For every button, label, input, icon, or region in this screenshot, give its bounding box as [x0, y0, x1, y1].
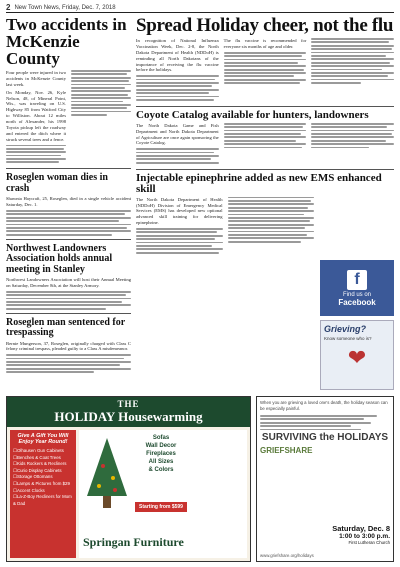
accidents-text-lines-2 [71, 70, 131, 116]
gift-panel [10, 430, 76, 558]
accidents-headline: Two accidents in McKenzie County [6, 15, 127, 68]
gift-list [13, 448, 73, 507]
page-folio [6, 3, 394, 13]
sentenced-text-lines [6, 354, 131, 373]
coyote-paragraph: The North Dakota Game and Fish Department and North Dakota Department of Agriculture are once again sponsoring the Coyote Catalog. [136, 122, 219, 146]
divider [136, 106, 394, 107]
flu-text-lines-1 [136, 75, 219, 101]
page-number: 2 [6, 3, 11, 12]
gift-title: Give A Gift You Will Enjoy Year Round! [17, 433, 69, 445]
divider [6, 168, 131, 169]
promo-list-item: Sofas [152, 435, 170, 441]
gift-item: ☐ Accent Clocks [13, 488, 73, 495]
gift-item: ☐ Lamps & Pictures from $29 [13, 481, 73, 488]
ad-banner-line-1: THE [117, 399, 140, 409]
griefshare-url[interactable]: www.griefshare.org/holidays [260, 553, 314, 558]
coyote-text-lines-3 [311, 123, 394, 149]
accidents-text-lines [6, 145, 66, 164]
roseglen-text-lines [6, 210, 131, 236]
epinephrine-paragraph: The North Dakota Department of Health (NDDoH) Division of Emergency Medical Services (EMS) has developed new optional advanced skill training for delivering epinephrine. [136, 196, 223, 226]
furniture-brand: Springan Furniture [83, 535, 184, 549]
ad-banner [7, 397, 250, 427]
gift-item: ☐ Benches & Coat Trees [13, 455, 73, 462]
roseglen-headline: Roseglen woman dies in crash [6, 172, 108, 194]
flu-headline: Spread Holiday cheer, not the flu [136, 15, 394, 36]
sentenced-headline: Roseglen man sentenced for trespassing [6, 316, 125, 339]
epinephrine-text-lines-2 [228, 197, 315, 243]
promo-list [139, 434, 183, 474]
left-column [6, 16, 131, 375]
newtown-paragraph: Northwest Landowners Association will host their Annual Meeting on Saturday, December 8th, at the Stanley Armory. [6, 277, 131, 288]
facebook-line-2: Facebook [338, 297, 376, 307]
roseglen-paragraph: Shawnta Haycraft, 25, Roseglen, died in a single vehicle accident Saturday, Dec. 1. [6, 196, 131, 208]
gift-item: ☐ Kids Rockers & Recliners [13, 461, 73, 468]
griefshare-logo: GRIEFSHARE [260, 446, 313, 456]
divider [6, 239, 131, 240]
coyote-headline: Coyote Catalog available for hunters, landowners [136, 108, 369, 121]
heart-icon: ❤ [347, 345, 367, 370]
promo-list-item: & Colors [148, 467, 174, 474]
griefshare-date-block [318, 524, 390, 545]
grieving-title: Grieving? [324, 324, 367, 334]
griefshare-text-lines [257, 415, 393, 430]
christmas-tree-icon [83, 436, 131, 516]
divider [6, 313, 131, 314]
facebook-box[interactable] [320, 260, 394, 316]
right-column [136, 16, 394, 256]
gift-item: ☐ Curio Display Cabinets [13, 468, 73, 475]
promo-list-item: Fireplaces [146, 451, 176, 458]
flu-text-lines-2 [224, 52, 307, 84]
newtown-text-lines [6, 291, 131, 310]
coyote-text-lines-2 [224, 123, 307, 149]
gift-item: ☐ Storage Ottomans [13, 474, 73, 481]
sentenced-paragraph: Bernie Mungerson, 37, Roseglen, originally charged with Class C felony criminal trespass, pleaded guilty to a Class A misdemeanor. [6, 340, 131, 352]
grieving-box [320, 320, 394, 390]
flu-paragraph-2: The flu vaccine is recommended for everyone six months of age and older. [223, 38, 307, 49]
newtown-headline: Northwest Landowners Association holds annual meeting in Stanley [6, 242, 113, 275]
griefshare-intro: When you are grieving a loved one's death, the holiday season can be especially painful. [260, 400, 388, 412]
divider [136, 169, 394, 170]
promo-price: Starting from $599 [135, 502, 187, 512]
holiday-housewarming-ad [6, 396, 251, 562]
griefshare-ad [256, 396, 394, 562]
paper-title: New Town News, Friday, Dec. 7, 2018 [14, 4, 116, 11]
epinephrine-text-lines-1 [136, 228, 223, 254]
accidents-intro: Four people were injured in two accidents in McKenzie County last week. [6, 70, 66, 87]
griefshare-date: Saturday, Dec. 8 [332, 524, 390, 533]
coyote-text-lines-1 [136, 148, 219, 163]
griefshare-time: 1:00 to 3:00 p.m. [339, 533, 390, 540]
griefshare-title: SURVIVING the HOLIDAYS [261, 432, 389, 444]
facebook-icon: f [347, 270, 367, 290]
accidents-paragraph: On Monday, Nov. 26, Kyle Nelson, 48, of Mineral Point, Wis., was traveling on U.S. Highway 85 from Watford City to Williston. About 12 miles north of Alexander, his 1998 Toyota pickup left the roadway and entered the ditch where it struck several trees and a fence. [6, 89, 66, 142]
grieving-subtitle: Know someone who is? [324, 336, 372, 341]
promo-list-item: Wall Decor [145, 443, 177, 450]
promo-panel [79, 430, 247, 558]
gift-item: ☐ La-Z-Boy Recliners for Mom & Dad [13, 494, 73, 507]
ad-banner-line-2: HOLIDAY Housewarming [54, 409, 203, 424]
flu-paragraph-1: In recognition of National Influenza Vaccination Week, Dec. 2-8, the North Dakota Department of Health (NDDoH) is reminding all North Dakotans of the importance of receiving the flu vaccine before the holidays. [136, 38, 219, 73]
facebook-line-1: Find us on [342, 291, 372, 298]
griefshare-venue: First Lutheran Church [348, 540, 390, 545]
promo-list-item: All Sizes [148, 459, 174, 466]
flu-text-lines-3 [311, 38, 394, 84]
gift-item: ☐ Olhausen Gun Cabinets [13, 448, 73, 455]
epinephrine-headline: Injectable epinephrine added as new EMS enhanced skill [136, 171, 382, 195]
